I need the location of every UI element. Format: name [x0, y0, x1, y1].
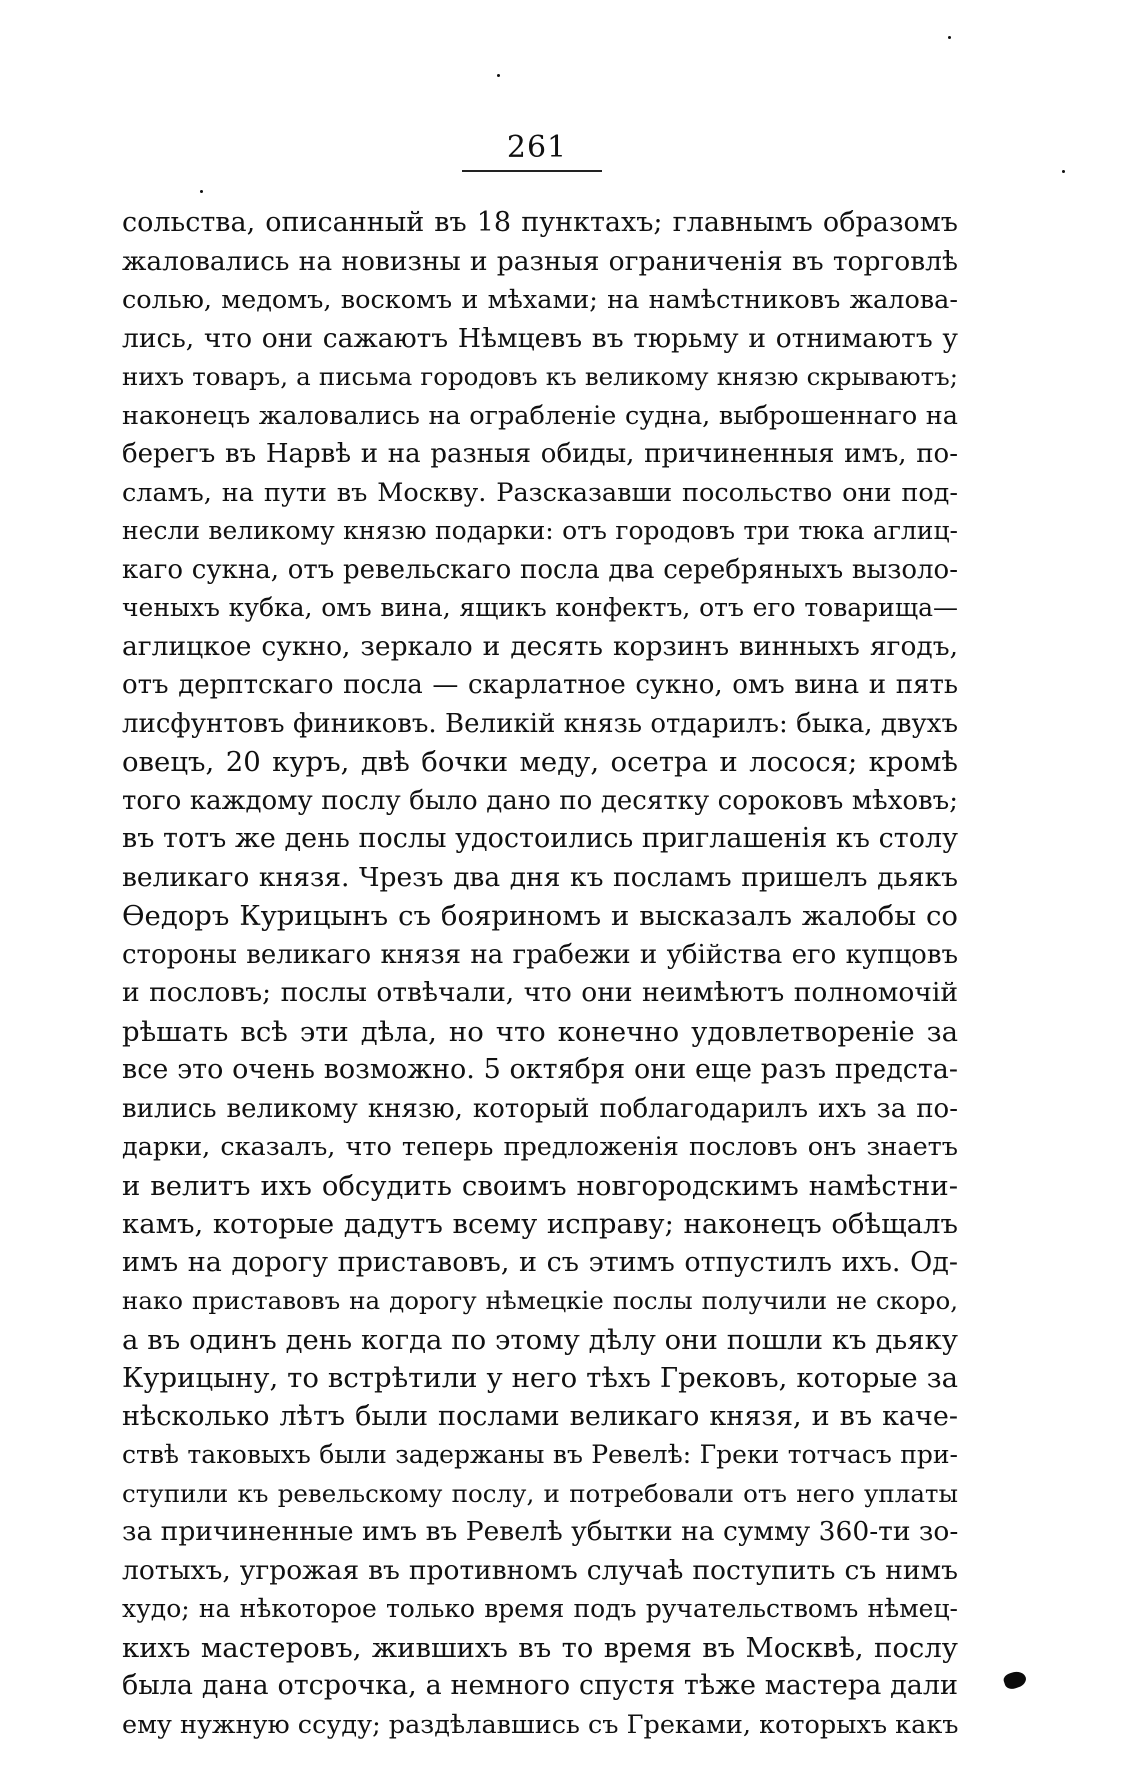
- text-line: нихъ товаръ, а письма городовъ къ великому князю скрываютъ;: [122, 362, 958, 391]
- text-line: ему нужную ссуду; раздѣлавшись съ Греками, которыхъ какъ: [122, 1709, 958, 1740]
- text-line: нѣсколько лѣтъ были послами великаго князя, и въ каче-: [122, 1400, 958, 1432]
- text-line: въ тотъ же день послы удостоились приглашенія къ столу: [122, 823, 958, 854]
- text-line: жаловались на новизны и разныя ограниченія въ торговлѣ: [122, 245, 958, 277]
- text-line: ступили къ ревельскому послу, и потребовали отъ него уплаты: [122, 1478, 958, 1508]
- text-line: того каждому послу было дано по десятку сороковъ мѣховъ;: [122, 785, 958, 816]
- ink-speck: [200, 190, 203, 193]
- page-number: 261: [506, 130, 568, 165]
- text-line: а въ одинъ день когда по этому дѣлу они пошли къ дьяку: [122, 1323, 958, 1356]
- text-line: ченыхъ кубка, омъ вина, ящикъ конфектъ, отъ его товарища—: [122, 593, 958, 622]
- text-line: берегъ въ Нарвѣ и на разныя обиды, причиненныя имъ, по-: [122, 439, 958, 469]
- text-line: дарки, сказалъ, что теперь предложенія пословъ онъ знаетъ: [122, 1132, 958, 1162]
- text-line: вились великому князю, который поблагодарилъ ихъ за по-: [122, 1093, 958, 1124]
- text-line: отъ дерптскаго посла — скарлатное сукно, омъ вина и пять: [122, 670, 958, 700]
- text-line: аглицкое сукно, зеркало и десять корзинъ винныхъ ягодъ,: [122, 630, 958, 662]
- text-line: все это очень возможно. 5 октября они еще разъ предста-: [122, 1054, 958, 1085]
- text-line: Ѳедоръ Курицынъ съ бояриномъ и высказалъ жалобы со: [122, 900, 958, 932]
- text-line: рѣшать всѣ эти дѣла, но что конечно удовлетвореніе за: [122, 1015, 958, 1048]
- text-line: была дана отсрочка, а немного спустя тѣже мастера дали: [122, 1670, 958, 1701]
- text-line: каго сукна, отъ ревельскаго посла два серебряныхъ вызоло-: [122, 554, 958, 585]
- text-line: ствѣ таковыхъ были задержаны въ Ревелѣ: Греки тотчасъ при-: [122, 1440, 958, 1469]
- text-line: наконецъ жаловались на ограбленіе судна, выброшеннаго на: [122, 400, 958, 431]
- page-number-rule: [462, 170, 602, 172]
- text-line: лись, что они сажаютъ Нѣмцевъ въ тюрьму и отнимаютъ у: [122, 322, 958, 354]
- body-text: [122, 204, 958, 1744]
- text-line: камъ, которые дадутъ всему исправу; наконецъ обѣщалъ: [122, 1208, 958, 1240]
- text-line: нако приставовъ на дорогу нѣмецкіе послы получили не скоро,: [122, 1286, 958, 1315]
- text-line: Курицыну, то встрѣтили у него тѣхъ Грековъ, которые за: [122, 1362, 958, 1394]
- text-line: и велитъ ихъ обсудить своимъ новгородскимъ намѣстни-: [122, 1169, 958, 1202]
- text-line: лисфунтовъ финиковъ. Великій князь отдарилъ: быка, двухъ: [122, 708, 958, 739]
- text-line: сламъ, на пути въ Москву. Разсказавши посольство они под-: [122, 477, 958, 508]
- ink-speck: [948, 36, 951, 39]
- text-line: великаго князя. Чрезъ два дня къ посламъ пришелъ дьякъ: [122, 861, 958, 893]
- text-line: за причиненные имъ въ Ревелѣ убытки на сумму 360-ти зо-: [122, 1516, 958, 1547]
- text-line: солью, медомъ, воскомъ и мѣхами; на намѣстниковъ жалова-: [122, 285, 958, 315]
- text-line: несли великому князю подарки: отъ городовъ три тюка аглиц-: [122, 516, 958, 545]
- ink-blot: [1002, 1669, 1028, 1691]
- text-line: худо; на нѣкоторое только время подъ ручательствомъ нѣмец-: [122, 1594, 958, 1623]
- text-line: лотыхъ, угрожая въ противномъ случаѣ поступить съ нимъ: [122, 1554, 958, 1586]
- ink-speck: [1062, 170, 1065, 173]
- text-line: имъ на дорогу приставовъ, и съ этимъ отпустилъ ихъ. Од-: [122, 1246, 958, 1278]
- text-line: стороны великаго князя на грабежи и убійства его купцовъ: [122, 939, 958, 970]
- text-line: сольства, описанный въ 18 пунктахъ; главнымъ образомъ: [122, 207, 958, 238]
- text-line: и пословъ; послы отвѣчали, что они неимѣютъ полномочій: [122, 977, 958, 1008]
- ink-speck: [497, 74, 500, 77]
- text-line: кихъ мастеровъ, жившихъ въ то время въ Москвѣ, послу: [122, 1631, 958, 1664]
- text-line: овецъ, 20 куръ, двѣ бочки меду, осетра и лосося; кромѣ: [122, 746, 958, 778]
